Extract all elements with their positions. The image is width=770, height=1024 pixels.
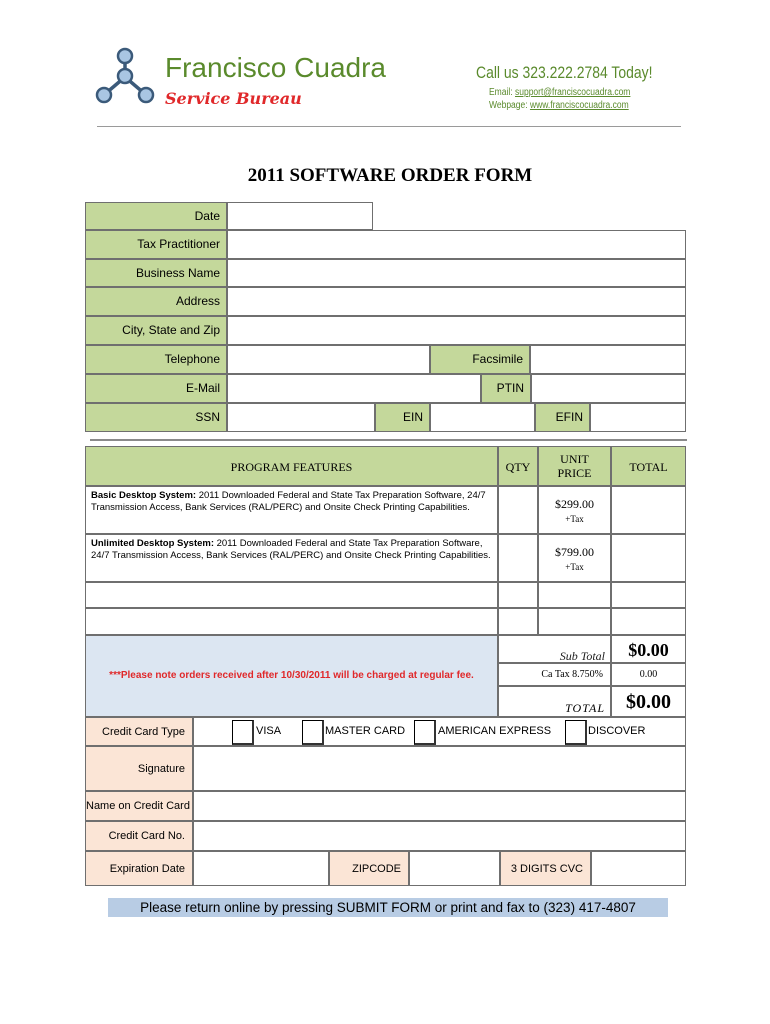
qty-header: QTY <box>498 446 538 486</box>
unit-price-line-1: UNIT <box>560 452 589 466</box>
efin-label: EFIN <box>535 403 590 432</box>
cvc-label: 3 DIGITS CVC <box>500 851 591 886</box>
ssn-input[interactable] <box>227 403 375 432</box>
discover-label: DISCOVER <box>588 725 646 737</box>
item-basic-price <box>538 486 611 534</box>
signature-label: Signature <box>85 746 193 791</box>
item-unlimited-name: Unlimited Desktop System: <box>91 538 214 549</box>
web-link[interactable]: www.franciscocuadra.com <box>529 100 629 111</box>
unit-price-header <box>538 446 611 486</box>
name-on-card-input[interactable] <box>193 791 686 821</box>
header-divider <box>97 126 681 127</box>
city-state-zip-label: City, State and Zip <box>85 316 227 345</box>
late-order-note <box>85 635 498 717</box>
program-features-header: PROGRAM FEATURES <box>85 446 498 486</box>
mastercard-label: MASTER CARD <box>325 725 406 737</box>
name-on-card-label: Name on Credit Card <box>85 791 193 821</box>
ptin-input[interactable] <box>531 374 686 403</box>
empty-row-1-qty[interactable] <box>498 582 538 608</box>
web-label: Webpage: <box>489 100 528 111</box>
return-instructions: Please return online by pressing SUBMIT FORM or print and fax to (323) 417-4807 <box>108 898 668 917</box>
unit-price-line-2: PRICE <box>557 466 592 480</box>
company-subtitle: Service Bureau <box>165 89 302 108</box>
item-unlimited-price-value: $799.00 <box>555 545 594 559</box>
email-line <box>489 87 630 98</box>
expiration-date-label: Expiration Date <box>85 851 193 886</box>
web-line <box>489 100 629 111</box>
total-header: TOTAL <box>611 446 686 486</box>
ssn-label: SSN <box>85 403 227 432</box>
empty-row-2-total[interactable] <box>611 608 686 635</box>
ptin-label: PTIN <box>481 374 531 403</box>
email-label: Email: <box>489 87 513 98</box>
tax-value: 0.00 <box>611 663 686 686</box>
subtotal-label: Sub Total <box>498 635 611 663</box>
amex-label: AMERICAN EXPRESS <box>438 725 552 737</box>
empty-row-2-price[interactable] <box>538 608 611 635</box>
item-basic-qty-input[interactable] <box>498 486 538 534</box>
item-basic-total <box>611 486 686 534</box>
zipcode-input[interactable] <box>409 851 500 886</box>
item-basic-price-tax: +Tax <box>565 514 584 524</box>
signature-input[interactable] <box>193 746 686 791</box>
empty-row-1-total[interactable] <box>611 582 686 608</box>
empty-row-2-qty[interactable] <box>498 608 538 635</box>
credit-card-type-label: Credit Card Type <box>85 717 193 746</box>
date-input[interactable] <box>227 202 373 230</box>
business-name-label: Business Name <box>85 259 227 287</box>
business-name-input[interactable] <box>227 259 686 287</box>
item-basic-description <box>85 486 498 534</box>
item-unlimited-desc: 2011 Downloaded Federal and State Tax Preparation Software, 24/7 Transmission Access, Bank Services (RAL/PERC) and Onsite Check Printing Capabilities. <box>91 538 491 561</box>
ein-input[interactable] <box>430 403 535 432</box>
facsimile-input[interactable] <box>530 345 686 374</box>
visa-checkbox[interactable] <box>232 720 254 745</box>
zipcode-label: ZIPCODE <box>329 851 409 886</box>
section-divider <box>90 439 687 441</box>
address-label: Address <box>85 287 227 316</box>
expiration-date-input[interactable] <box>193 851 329 886</box>
date-label: Date <box>85 202 227 230</box>
item-basic-price-value: $299.00 <box>555 497 594 511</box>
telephone-input[interactable] <box>227 345 430 374</box>
city-state-zip-input[interactable] <box>227 316 686 345</box>
item-unlimited-total <box>611 534 686 582</box>
item-basic-desc: 2011 Downloaded Federal and State Tax Preparation Software, 24/7 Transmission Access, Bank Services (RAL/PERC) and Onsite Check Printing Capabilities. <box>91 490 486 513</box>
item-unlimited-price-tax: +Tax <box>565 562 584 572</box>
address-input[interactable] <box>227 287 686 316</box>
tax-practitioner-label: Tax Practitioner <box>85 230 227 259</box>
item-unlimited-description <box>85 534 498 582</box>
discover-checkbox[interactable] <box>565 720 587 745</box>
empty-row-1-description[interactable] <box>85 582 498 608</box>
subtotal-value: $0.00 <box>611 635 686 663</box>
facsimile-label: Facsimile <box>430 345 530 374</box>
phone-line: Call us 323.222.2784 Today! <box>476 63 653 82</box>
mastercard-checkbox[interactable] <box>302 720 324 745</box>
form-title: 2011 SOFTWARE ORDER FORM <box>247 165 533 186</box>
card-number-input[interactable] <box>193 821 686 851</box>
item-unlimited-qty-input[interactable] <box>498 534 538 582</box>
efin-input[interactable] <box>590 403 686 432</box>
telephone-label: Telephone <box>85 345 227 374</box>
tax-practitioner-input[interactable] <box>227 230 686 259</box>
cvc-input[interactable] <box>591 851 686 886</box>
item-unlimited-price <box>538 534 611 582</box>
email-field-label: E-Mail <box>85 374 227 403</box>
total-label: TOTAL <box>498 686 611 717</box>
company-name: Francisco Cuadra <box>165 52 386 83</box>
ein-label: EIN <box>375 403 430 432</box>
tax-label: Ca Tax 8.750% <box>498 663 611 686</box>
total-value: $0.00 <box>611 686 686 717</box>
item-basic-name: Basic Desktop System: <box>91 490 197 501</box>
amex-checkbox[interactable] <box>414 720 436 745</box>
email-link[interactable]: support@franciscocuadra.com <box>514 87 631 98</box>
email-field-input[interactable] <box>227 374 481 403</box>
molecule-logo-icon <box>92 45 162 107</box>
empty-row-2-description[interactable] <box>85 608 498 635</box>
visa-label: VISA <box>256 725 282 737</box>
late-order-note-text: ***Please note orders received after 10/30/2011 will be charged at regular fee. <box>109 670 474 681</box>
empty-row-1-price[interactable] <box>538 582 611 608</box>
card-number-label: Credit Card No. <box>85 821 193 851</box>
